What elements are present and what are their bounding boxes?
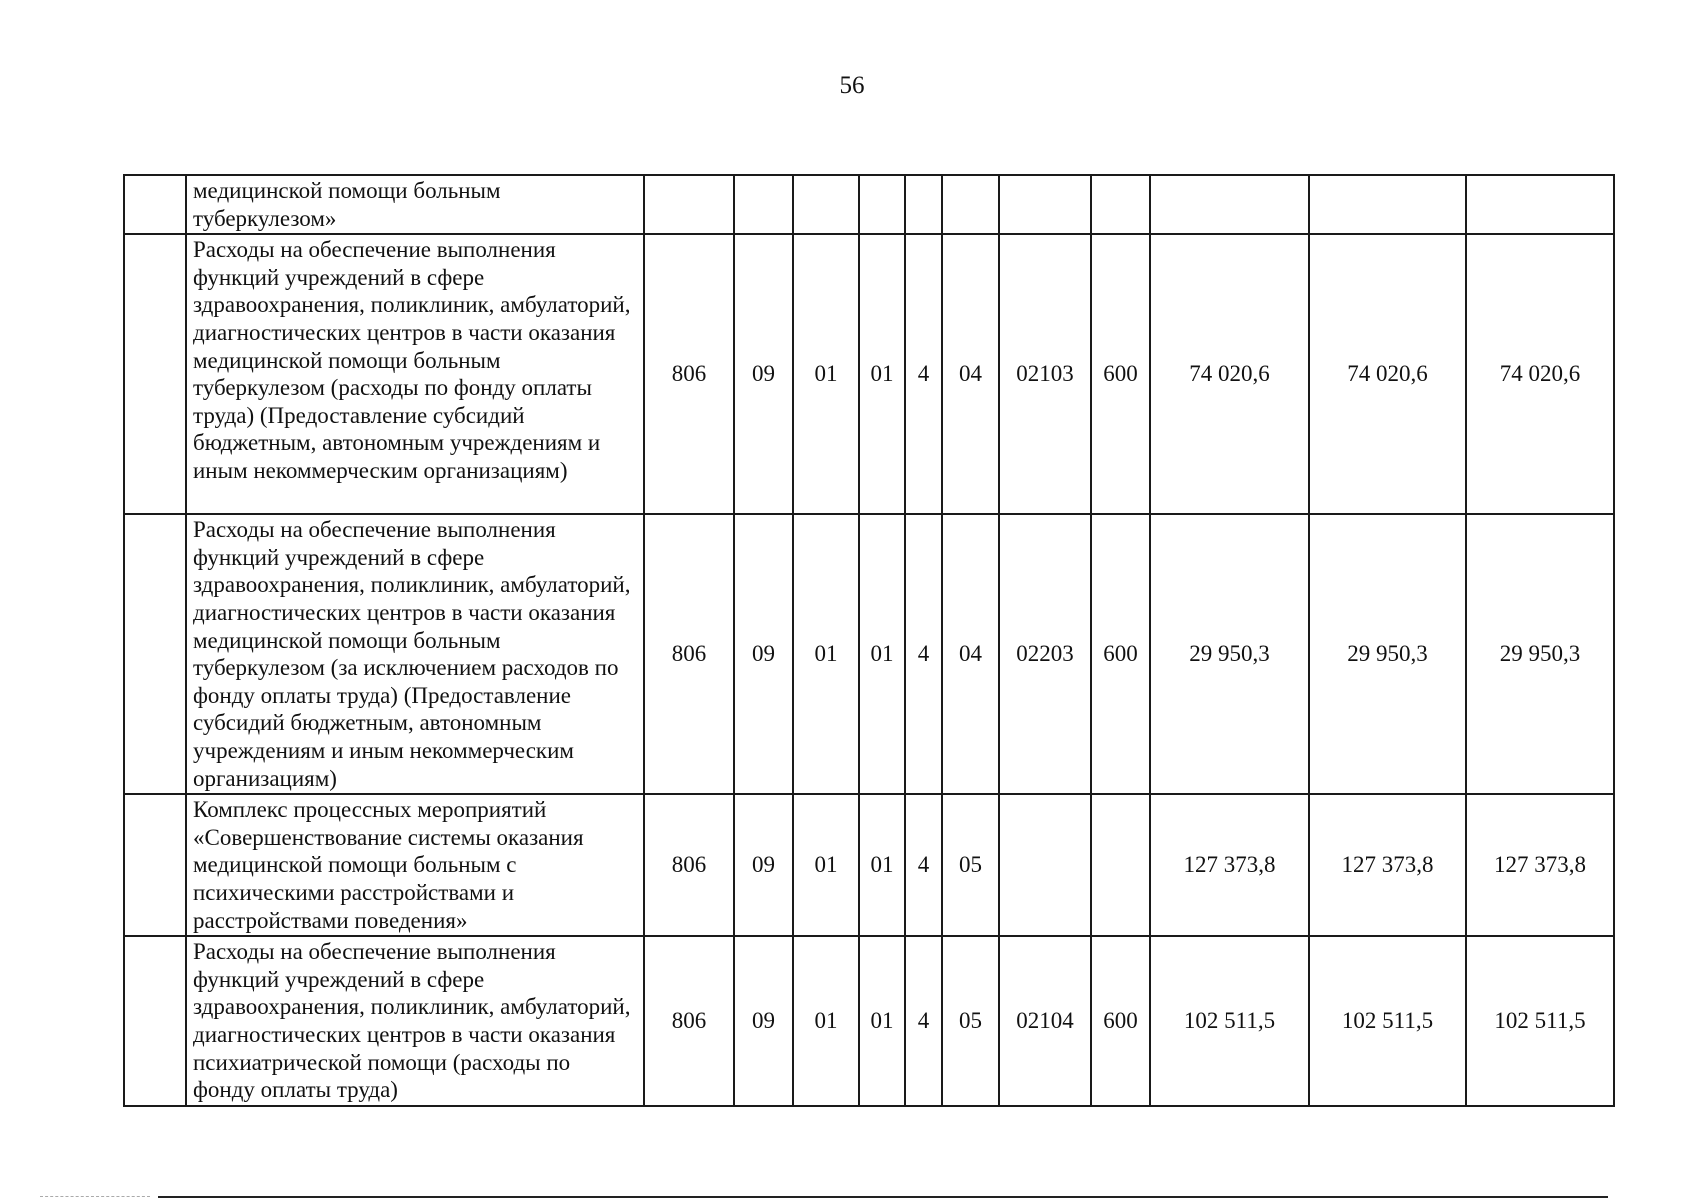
section-code: 09 (734, 936, 793, 1106)
subsection-code: 01 (793, 514, 859, 794)
amount-year-1: 127 373,8 (1150, 794, 1309, 936)
amount-year-3: 102 511,5 (1466, 936, 1614, 1106)
program-type-code: 4 (905, 514, 942, 794)
section-code (734, 175, 793, 234)
expense-direction-code (999, 175, 1091, 234)
expense-direction-code: 02104 (999, 936, 1091, 1106)
section-code: 09 (734, 234, 793, 514)
ministry-code: 806 (644, 936, 734, 1106)
ministry-code: 806 (644, 794, 734, 936)
amount-year-1: 102 511,5 (1150, 936, 1309, 1106)
row-index-cell (124, 794, 186, 936)
expense-type-code: 600 (1091, 936, 1150, 1106)
program-code: 01 (859, 794, 905, 936)
page-number: 56 (839, 72, 865, 99)
amount-year-2: 29 950,3 (1309, 514, 1466, 794)
amount-year-1: 74 020,6 (1150, 234, 1309, 514)
ministry-code: 806 (644, 234, 734, 514)
row-index-cell (124, 175, 186, 234)
table-row (124, 175, 1614, 234)
row-description: Комплекс процессных мероприятий «Совершенствование системы оказания медицинской помощи больным с психическими расстройствами и расстройствами поведения» (186, 794, 644, 936)
ministry-code (644, 175, 734, 234)
program-code (859, 175, 905, 234)
amount-year-2: 74 020,6 (1309, 234, 1466, 514)
program-code: 01 (859, 514, 905, 794)
structural-element-code: 04 (942, 234, 999, 514)
subsection-code (793, 175, 859, 234)
amount-year-3 (1466, 175, 1614, 234)
section-code: 09 (734, 794, 793, 936)
structural-element-code: 04 (942, 514, 999, 794)
amount-year-1: 29 950,3 (1150, 514, 1309, 794)
row-index-cell (124, 514, 186, 794)
page-bottom-rule (158, 1196, 1608, 1198)
expense-type-code: 600 (1091, 514, 1150, 794)
structural-element-code (942, 175, 999, 234)
row-description: Расходы на обеспечение выполнения функций учреждений в сфере здравоохранения, поликлиник, амбулаторий, диагностических центров в части оказания медицинской помощи больным туберкулезом (расходы по фонду оплаты труда) (Предоставление субсидий бюджетным, автономным учреждениям и иным некоммерческим организациям) (186, 234, 644, 514)
amount-year-3: 29 950,3 (1466, 514, 1614, 794)
table-row (124, 234, 1614, 514)
ministry-code: 806 (644, 514, 734, 794)
amount-year-2: 102 511,5 (1309, 936, 1466, 1106)
program-type-code: 4 (905, 936, 942, 1106)
amount-year-3: 127 373,8 (1466, 794, 1614, 936)
expense-type-code (1091, 175, 1150, 234)
program-type-code: 4 (905, 794, 942, 936)
section-code: 09 (734, 514, 793, 794)
row-description: Расходы на обеспечение выполнения функций учреждений в сфере здравоохранения, поликлиник, амбулаторий, диагностических центров в части оказания медицинской помощи больным туберкулезом (за исключением расходов по фонду оплаты труда) (Предоставление субсидий бюджетным, автономным учреждениям и иным некоммерческим организациям) (186, 514, 644, 794)
expense-type-code (1091, 794, 1150, 936)
row-description: медицинской помощи больным туберкулезом» (186, 175, 644, 234)
program-type-code: 4 (905, 234, 942, 514)
expense-type-code: 600 (1091, 234, 1150, 514)
scan-artifact-line (40, 1196, 150, 1197)
table-row (124, 794, 1614, 936)
amount-year-3: 74 020,6 (1466, 234, 1614, 514)
program-type-code (905, 175, 942, 234)
program-code: 01 (859, 936, 905, 1106)
subsection-code: 01 (793, 936, 859, 1106)
amount-year-2 (1309, 175, 1466, 234)
structural-element-code: 05 (942, 794, 999, 936)
row-index-cell (124, 234, 186, 514)
program-code: 01 (859, 234, 905, 514)
amount-year-2: 127 373,8 (1309, 794, 1466, 936)
amount-year-1 (1150, 175, 1309, 234)
subsection-code: 01 (793, 794, 859, 936)
expense-direction-code: 02103 (999, 234, 1091, 514)
expense-direction-code: 02203 (999, 514, 1091, 794)
structural-element-code: 05 (942, 936, 999, 1106)
budget-table (123, 174, 1615, 1107)
table-row (124, 936, 1614, 1106)
row-description: Расходы на обеспечение выполнения функций учреждений в сфере здравоохранения, поликлиник, амбулаторий, диагностических центров в части оказания психиатрической помощи (расходы по фонду оплаты труда) (186, 936, 644, 1106)
expense-direction-code (999, 794, 1091, 936)
row-index-cell (124, 936, 186, 1106)
table-row (124, 514, 1614, 794)
subsection-code: 01 (793, 234, 859, 514)
